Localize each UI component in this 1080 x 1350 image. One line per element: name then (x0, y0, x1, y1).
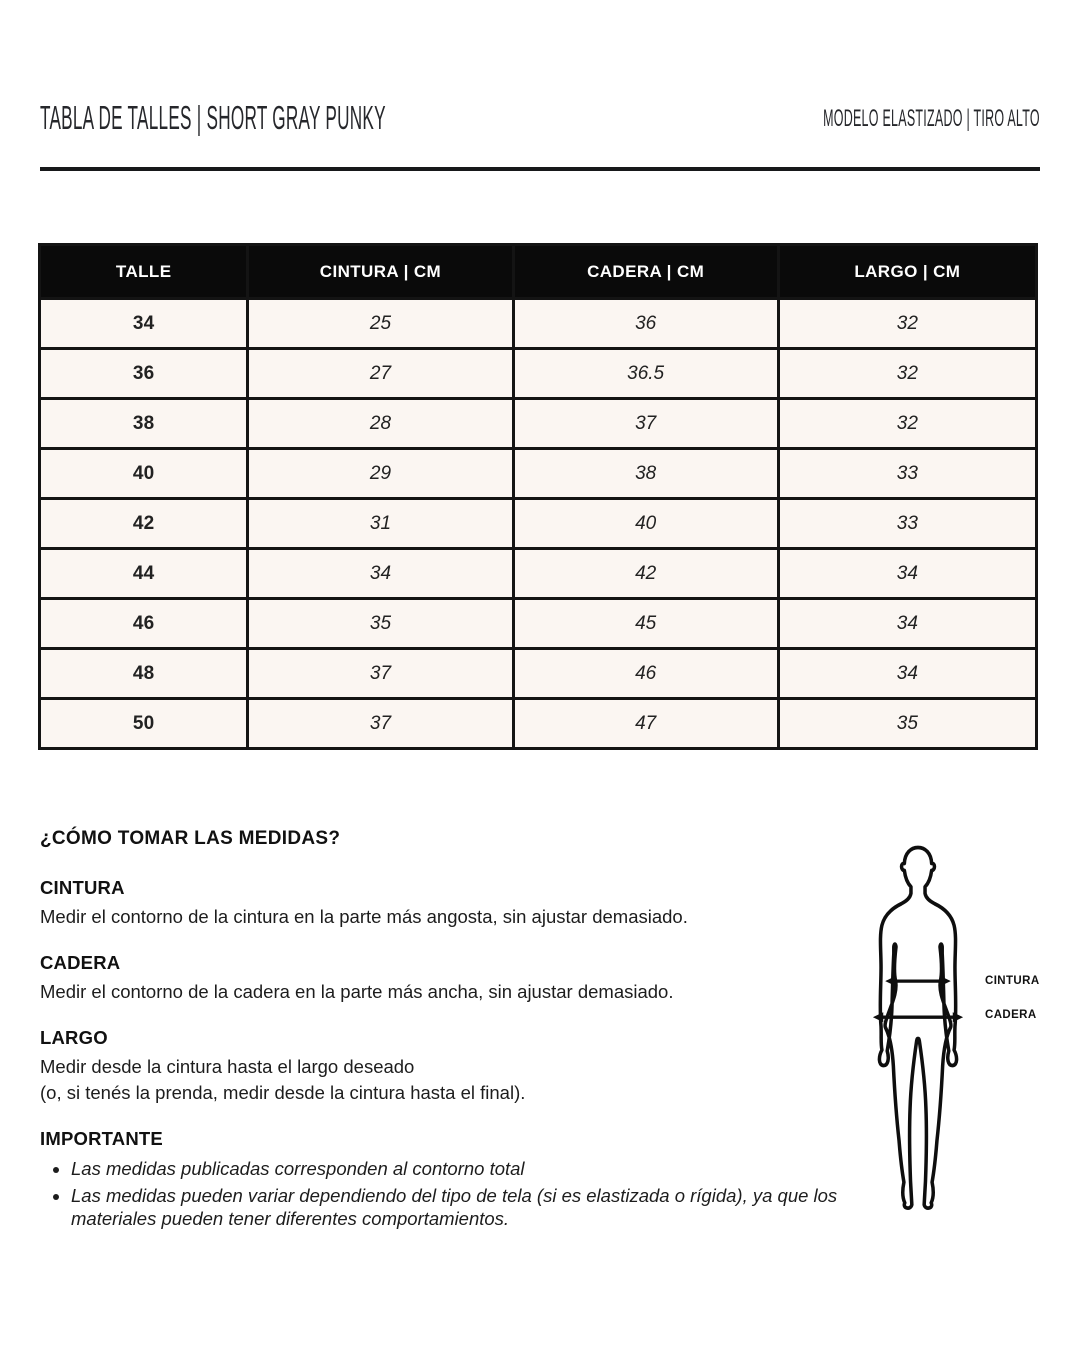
cadera-cell: 40 (513, 499, 778, 549)
section-title: LARGO (40, 1027, 108, 1048)
table-row (40, 699, 1037, 749)
body-outline (879, 848, 956, 1209)
cadera-cell: 36.5 (513, 349, 778, 399)
talle-cell: 48 (40, 649, 248, 699)
talle-cell: 46 (40, 599, 248, 649)
measuring-guide (40, 826, 840, 1234)
table-row (40, 599, 1037, 649)
talle-cell: 40 (40, 449, 248, 499)
largo-cell: 32 (778, 349, 1036, 399)
col-header-cadera: CADERA | CM (513, 245, 778, 299)
talle-cell: 36 (40, 349, 248, 399)
page-title: TABLA DE TALLES | SHORT GRAY PUNKY (40, 99, 386, 136)
cintura-cell: 27 (248, 349, 513, 399)
col-header-largo: LARGO | CM (778, 245, 1036, 299)
largo-cell: 32 (778, 299, 1036, 349)
guide-section-cintura (40, 876, 840, 930)
talle-cell: 42 (40, 499, 248, 549)
col-header-cintura: CINTURA | CM (248, 245, 513, 299)
cintura-cell: 25 (248, 299, 513, 349)
table-row (40, 649, 1037, 699)
guide-section-cadera (40, 951, 840, 1005)
header-divider (40, 167, 1040, 171)
table-row (40, 349, 1037, 399)
largo-cell: 35 (778, 699, 1036, 749)
section-title: CINTURA (40, 877, 125, 898)
hip-label: CADERA (985, 1009, 1037, 1021)
col-header-talle: TALLE (40, 245, 248, 299)
largo-cell: 32 (778, 399, 1036, 449)
section-title: CADERA (40, 952, 121, 973)
guide-section-importante (40, 1127, 840, 1230)
cintura-cell: 35 (248, 599, 513, 649)
cadera-cell: 38 (513, 449, 778, 499)
largo-cell: 34 (778, 549, 1036, 599)
table-row (40, 449, 1037, 499)
body-silhouette-icon (852, 840, 984, 1215)
section-text: Medir el contorno de la cintura en la parte más angosta, sin ajustar demasiado. (40, 906, 688, 927)
size-table (38, 243, 1038, 750)
section-title: IMPORTANTE (40, 1128, 163, 1149)
cintura-cell: 28 (248, 399, 513, 449)
talle-cell: 44 (40, 549, 248, 599)
cadera-cell: 42 (513, 549, 778, 599)
talle-cell: 34 (40, 299, 248, 349)
section-text: Medir desde la cintura hasta el largo deseado (40, 1056, 415, 1077)
talle-cell: 38 (40, 399, 248, 449)
cintura-cell: 34 (248, 549, 513, 599)
cintura-cell: 37 (248, 649, 513, 699)
cintura-cell: 37 (248, 699, 513, 749)
cadera-cell: 36 (513, 299, 778, 349)
largo-cell: 33 (778, 499, 1036, 549)
body-figure (852, 840, 984, 1215)
table-row (40, 299, 1037, 349)
talle-cell: 50 (40, 699, 248, 749)
waist-label: CINTURA (985, 975, 1040, 987)
table-row (40, 399, 1037, 449)
section-text: (o, si tenés la prenda, medir desde la cintura hasta el final). (40, 1082, 526, 1103)
guide-section-largo (40, 1026, 840, 1106)
cadera-cell: 45 (513, 599, 778, 649)
cadera-cell: 47 (513, 699, 778, 749)
important-bullet: • Las medidas pueden variar dependiendo del tipo de tela (si es elastizada o rígida), ya que los materiales pueden tener diferentes comportamientos. (71, 1184, 840, 1230)
section-text: Medir el contorno de la cadera en la parte más ancha, sin ajustar demasiado. (40, 981, 674, 1002)
table-row (40, 549, 1037, 599)
cintura-cell: 31 (248, 499, 513, 549)
largo-cell: 33 (778, 449, 1036, 499)
cadera-cell: 37 (513, 399, 778, 449)
important-bullet: • Las medidas publicadas corresponden al contorno total (71, 1157, 840, 1180)
page-subtitle: MODELO ELASTIZADO | TIRO ALTO (823, 105, 1040, 132)
largo-cell: 34 (778, 649, 1036, 699)
table-row (40, 499, 1037, 549)
guide-heading: ¿CÓMO TOMAR LAS MEDIDAS? (40, 828, 341, 849)
cadera-cell: 46 (513, 649, 778, 699)
important-list (40, 1157, 840, 1230)
table-header-row (40, 245, 1037, 299)
cintura-cell: 29 (248, 449, 513, 499)
largo-cell: 34 (778, 599, 1036, 649)
